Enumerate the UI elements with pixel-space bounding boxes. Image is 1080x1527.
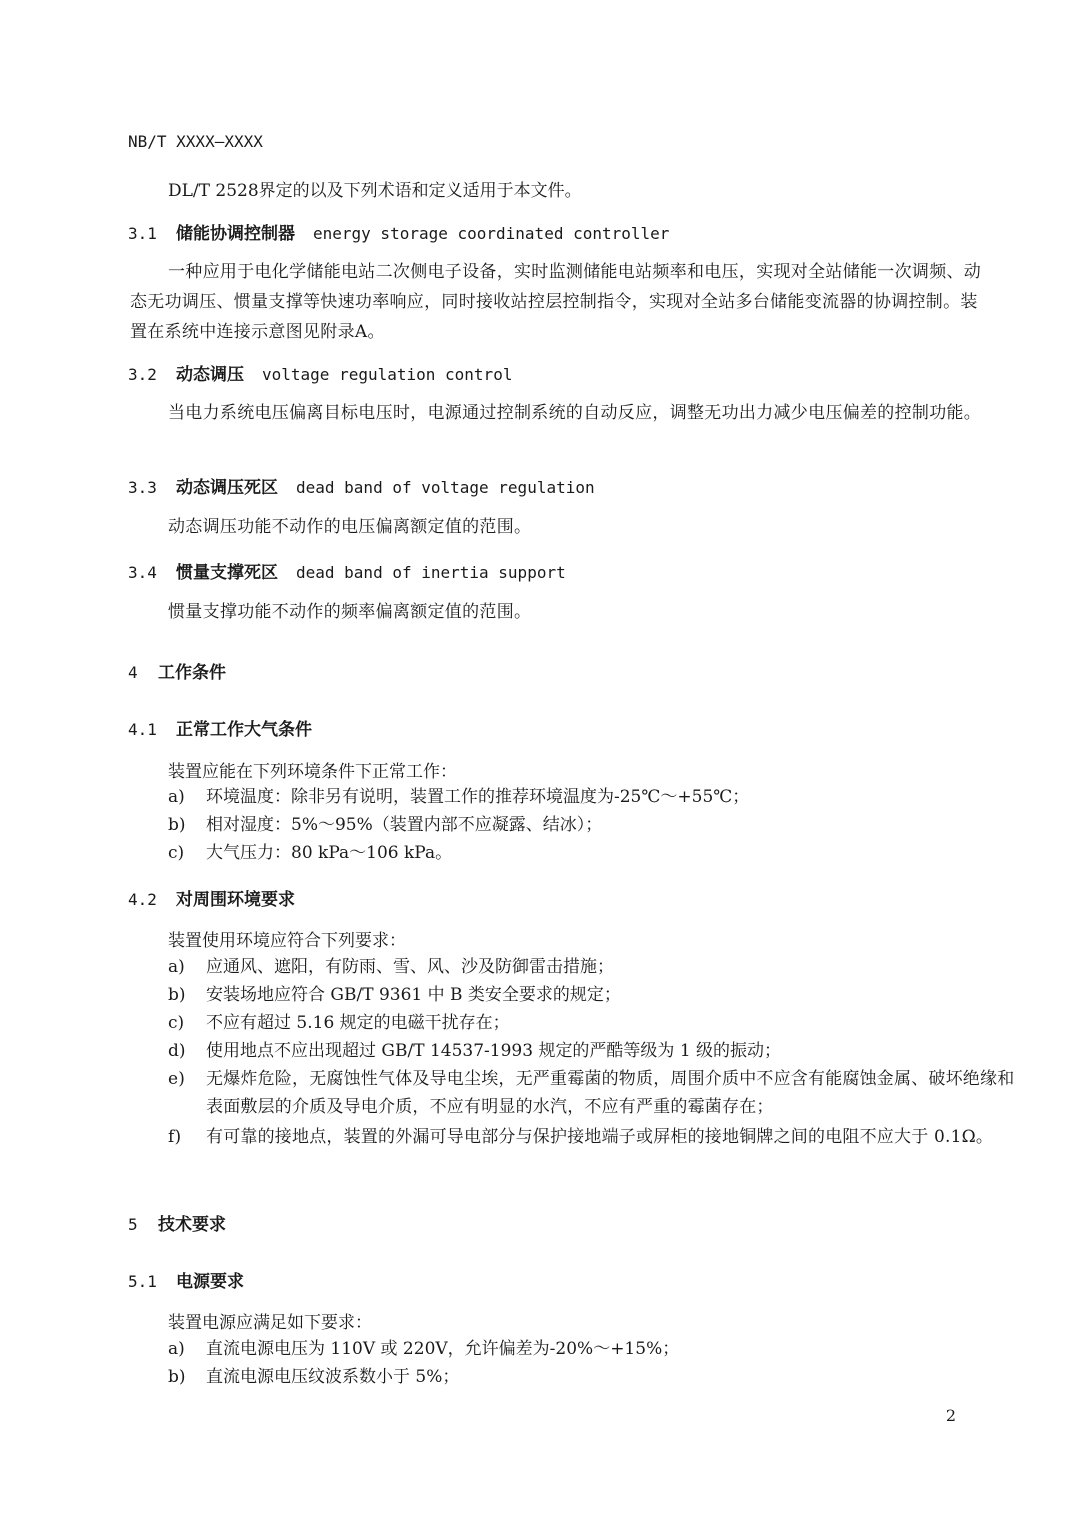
list-text: 直流电源电压纹波系数小于 5%； xyxy=(206,1367,460,1387)
term-chinese: 惯量支撑死区 xyxy=(176,563,278,583)
term-number: 3.4 xyxy=(128,563,157,582)
list-marker: d) xyxy=(168,1041,186,1061)
subsection-intro: 装置使用环境应符合下列要求： xyxy=(168,931,406,951)
term-english: voltage regulation control xyxy=(262,365,513,384)
list-text: 使用地点不应出现超过 GB/T 14537-1993 规定的严酷等级为 1 级的振动； xyxy=(206,1041,782,1061)
list-item xyxy=(168,1065,1021,1121)
list-text: 环境温度：除非另有说明，装置工作的推荐环境温度为-25℃～+55℃； xyxy=(206,787,750,807)
list-marker: b) xyxy=(168,815,186,835)
section-title: 技术要求 xyxy=(158,1215,226,1235)
list-marker: b) xyxy=(168,1367,186,1387)
term-chinese: 动态调压 xyxy=(176,365,244,385)
term-number: 3.1 xyxy=(128,224,157,243)
term-chinese: 动态调压死区 xyxy=(176,478,278,498)
list-text: 相对湿度：5%～95%（装置内部不应凝露、结冰）； xyxy=(206,815,603,835)
list-marker: a) xyxy=(168,957,185,977)
list-text: 不应有超过 5.16 规定的电磁干扰存在； xyxy=(206,1013,510,1033)
subsection-5-1-heading xyxy=(128,1267,244,1292)
subsection-intro: 装置应能在下列环境条件下正常工作： xyxy=(168,762,457,782)
list-item xyxy=(168,783,749,811)
section-number: 5 xyxy=(128,1215,138,1234)
list-text: 安装场地应符合 GB/T 9361 中 B 类安全要求的规定； xyxy=(206,985,621,1005)
list-marker: c) xyxy=(168,843,185,863)
list-item xyxy=(168,839,452,867)
term-definition-3-2: 当电力系统电压偏离目标电压时，电源通过控制系统的自动反应，调整无功出力减少电压偏差的控制功能。 xyxy=(168,403,982,423)
subsection-number: 4.2 xyxy=(128,890,157,909)
list-marker: f) xyxy=(168,1127,182,1147)
subsection-4-2-heading xyxy=(128,885,295,910)
list-text: 应通风、遮阳，有防雨、雪、风、沙及防御雷击措施； xyxy=(206,957,614,977)
list-text: 无爆炸危险，无腐蚀性气体及导电尘埃，无严重霉菌的物质，周围介质中不应含有能腐蚀金属、破坏绝缘和表面敷层的介质及导电介质，不应有明显的水汽，不应有严重的霉菌存在； xyxy=(206,1069,1015,1117)
term-heading-3-3 xyxy=(128,473,595,498)
list-marker: b) xyxy=(168,985,186,1005)
term-number: 3.3 xyxy=(128,478,157,497)
subsection-4-1-heading xyxy=(128,715,312,740)
list-marker: e) xyxy=(168,1069,186,1089)
term-definition-3-1: 一种应用于电化学储能电站二次侧电子设备，实时监测储能电站频率和电压，实现对全站储能一次调频、动态无功调压、惯量支撑等快速功率响应，同时接收站控层控制指令，实现对全站多台储能变流器的协调控制。装置在系统中连接示意图见附录A。 xyxy=(130,262,982,342)
list-item xyxy=(168,1123,1021,1151)
term-heading-3-2 xyxy=(128,360,512,385)
term-chinese: 储能协调控制器 xyxy=(176,224,295,244)
section-4-heading xyxy=(128,658,226,683)
terms-intro: DL/T 2528界定的以及下列术语和定义适用于本文件。 xyxy=(168,181,582,201)
subsection-intro: 装置电源应满足如下要求： xyxy=(168,1313,372,1333)
term-definition-3-4: 惯量支撑功能不动作的频率偏离额定值的范围。 xyxy=(168,602,532,622)
section-title: 工作条件 xyxy=(158,663,226,683)
list-text: 大气压力：80 kPa～106 kPa。 xyxy=(206,843,453,863)
term-english: dead band of voltage regulation xyxy=(296,478,595,497)
subsection-number: 5.1 xyxy=(128,1272,157,1291)
term-number: 3.2 xyxy=(128,365,157,384)
subsection-title: 电源要求 xyxy=(176,1272,244,1292)
document-id: NB/T XXXX—XXXX xyxy=(128,132,263,151)
section-number: 4 xyxy=(128,663,138,682)
term-heading-3-4 xyxy=(128,558,566,583)
list-item xyxy=(168,981,621,1009)
list-marker: c) xyxy=(168,1013,185,1033)
term-english: dead band of inertia support xyxy=(296,563,566,582)
list-marker: a) xyxy=(168,1339,185,1359)
list-item xyxy=(168,1363,459,1391)
list-text: 有可靠的接地点，装置的外漏可导电部分与保护接地端子或屏柜的接地铜牌之间的电阻不应大于 0.1Ω。 xyxy=(206,1127,994,1147)
term-heading-3-1 xyxy=(128,219,669,244)
subsection-number: 4.1 xyxy=(128,720,157,739)
term-definition-3-3: 动态调压功能不动作的电压偏离额定值的范围。 xyxy=(168,517,532,537)
term-english: energy storage coordinated controller xyxy=(313,224,670,243)
section-5-heading xyxy=(128,1210,226,1235)
list-item xyxy=(168,953,614,981)
list-item xyxy=(168,1009,510,1037)
subsection-title: 正常工作大气条件 xyxy=(176,720,312,740)
list-item xyxy=(168,811,602,839)
list-item xyxy=(168,1037,781,1065)
list-item xyxy=(168,1335,679,1363)
list-marker: a) xyxy=(168,787,185,807)
page-number: 2 xyxy=(945,1406,956,1425)
subsection-title: 对周围环境要求 xyxy=(176,890,295,910)
list-text: 直流电源电压为 110V 或 220V，允许偏差为-20%～+15%； xyxy=(206,1339,680,1359)
